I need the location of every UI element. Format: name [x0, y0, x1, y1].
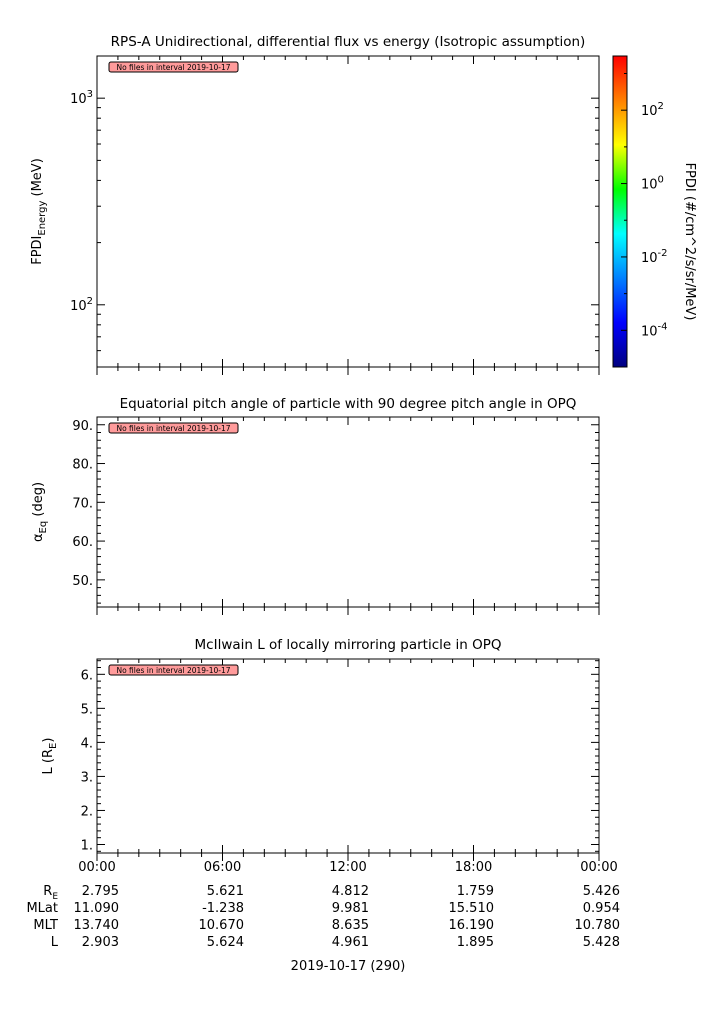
ephemeris-value: 1.895 — [456, 935, 494, 950]
colorbar-gradient — [613, 56, 627, 367]
ephemeris-value: -1.238 — [202, 901, 244, 916]
x-tick-label: 06:00 — [203, 860, 242, 875]
ephemeris-value: 4.961 — [331, 935, 369, 950]
ephemeris-row — [26, 901, 620, 916]
ephemeris-value: 5.426 — [582, 884, 620, 899]
y-tick-label: 90. — [72, 418, 93, 434]
panel-3 — [41, 637, 599, 861]
plot-frame — [97, 659, 599, 853]
y-tick-label: 50. — [72, 573, 93, 589]
y-axis-label: $FPDI_{Energy}$ (MeV) — [30, 158, 48, 265]
ephemeris-value: 9.981 — [331, 901, 369, 916]
ephemeris-value: 16.190 — [448, 918, 494, 933]
x-tick-label: 18:00 — [454, 860, 493, 875]
panel-title: Equatorial pitch angle of particle with 90 degree pitch angle in OPQ — [119, 396, 577, 412]
ephemeris-name: L — [50, 935, 58, 950]
y-axis-label: L $(R_E)$ — [41, 737, 59, 775]
colorbar — [613, 56, 697, 367]
colorbar-tick-label: $10^2$ — [641, 101, 664, 120]
ephemeris-value: 13.740 — [73, 918, 119, 933]
y-tick-label: 4. — [80, 736, 93, 752]
y-tick-label: 2. — [80, 804, 93, 820]
y-tick-label: 6. — [80, 668, 93, 684]
no-data-badge — [109, 665, 238, 675]
ephemeris-name: $R_E$ — [43, 884, 58, 902]
panel-1 — [30, 34, 697, 375]
no-data-message: No files in interval 2019-10-17 — [116, 424, 231, 433]
ephemeris-value: 5.624 — [206, 935, 244, 950]
ephemeris-value: 8.635 — [331, 918, 369, 933]
panel-title: RPS-A Unidirectional, differential flux vs energy (Isotropic assumption) — [110, 34, 586, 50]
ephemeris-value: 5.428 — [582, 935, 620, 950]
y-tick-label: $10^3$ — [70, 89, 93, 108]
ephemeris-value: 10.780 — [574, 918, 620, 933]
y-tick-label: 5. — [80, 702, 93, 718]
x-tick-label: 00:00 — [78, 860, 116, 875]
y-tick-label: 3. — [80, 770, 93, 786]
no-data-message: No files in interval 2019-10-17 — [116, 63, 231, 72]
x-tick-label: 00:00 — [580, 860, 618, 875]
colorbar-label: FPDI (#/cm^2/s/sr/MeV) — [682, 162, 697, 321]
y-tick-label: 80. — [72, 457, 93, 473]
colorbar-tick-label: $10^{-2}$ — [641, 247, 668, 266]
ephemeris-value: 15.510 — [448, 901, 494, 916]
colorbar-tick-label: $10^{-4}$ — [641, 321, 668, 340]
no-data-message: No files in interval 2019-10-17 — [116, 666, 231, 675]
ephemeris-value: 5.621 — [206, 884, 244, 899]
x-tick-label: 12:00 — [329, 860, 367, 875]
date-label: 2019-10-17 (290) — [290, 959, 406, 974]
ephemeris-row — [51, 935, 620, 950]
ephemeris-row — [33, 918, 620, 933]
ephemeris-name: MLT — [33, 918, 58, 933]
colorbar-tick-label: $10^0$ — [641, 174, 664, 193]
no-data-badge — [109, 62, 238, 72]
ephemeris-value: 10.670 — [198, 918, 244, 933]
y-tick-label: 60. — [72, 535, 93, 551]
ephemeris-value: 2.795 — [81, 884, 119, 899]
ephemeris-name: MLat — [26, 901, 58, 916]
y-axis-label: $\alpha_{Eq}$ (deg) — [31, 481, 49, 543]
plot-frame — [97, 417, 599, 607]
ephemeris-value: 2.903 — [81, 935, 119, 950]
y-tick-label: 70. — [72, 496, 93, 512]
y-tick-label: 1. — [80, 838, 93, 854]
ephemeris-value: 0.954 — [582, 901, 620, 916]
panel-title: McIlwain L of locally mirroring particle in OPQ — [194, 637, 502, 653]
panel-2 — [31, 396, 599, 615]
ephemeris-value: 11.090 — [73, 901, 119, 916]
ephemeris-value: 4.812 — [331, 884, 369, 899]
ephemeris-row — [43, 884, 620, 902]
y-tick-label: $10^2$ — [70, 295, 93, 314]
no-data-badge — [109, 423, 238, 433]
ephemeris-value: 1.759 — [456, 884, 494, 899]
plot-frame — [97, 56, 599, 367]
